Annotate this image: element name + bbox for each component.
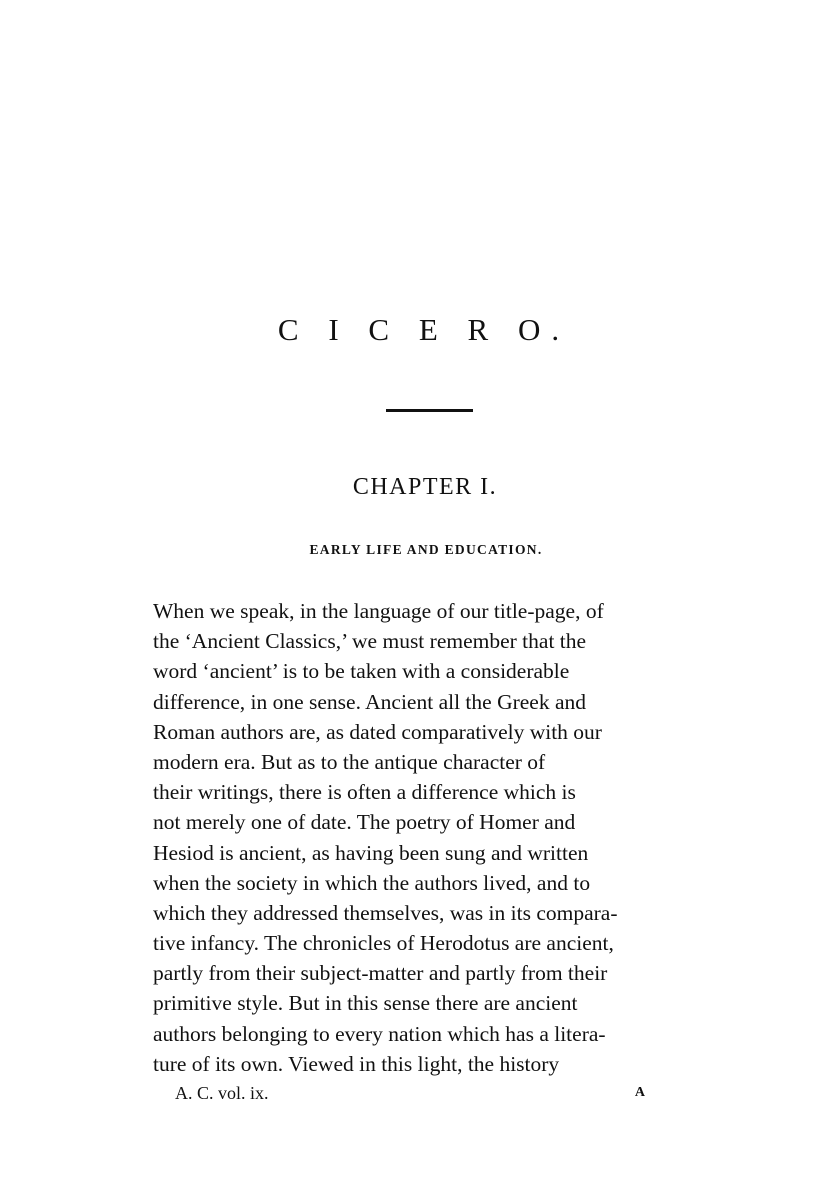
volume-signature: A. C. vol. ix.	[175, 1083, 269, 1103]
body-line: tive infancy. The chronicles of Herodotus are ancient,	[153, 931, 614, 956]
body-line: which they addressed themselves, was in its compara-	[153, 900, 618, 925]
body-line: modern era. But as to the antique character of	[153, 749, 546, 774]
title-divider-rule	[386, 409, 473, 412]
signature-mark: A	[634, 1085, 645, 1100]
body-line: when the society in which the authors lived, and to	[153, 870, 591, 895]
chapter-subtitle: EARLY LIFE AND EDUCATION.	[309, 542, 543, 557]
body-line: difference, in one sense. Ancient all the Greek and	[153, 689, 587, 714]
body-line: Hesiod is ancient, as having been sung and written	[153, 840, 589, 865]
chapter-heading: CHAPTER I.	[352, 474, 498, 500]
body-line: their writings, there is often a difference which is	[153, 780, 576, 805]
body-line: partly from their subject-matter and partly from their	[153, 961, 608, 986]
book-title: C I C E R O.	[277, 312, 571, 347]
body-line: word ‘ancient’ is to be taken with a considerable	[153, 659, 570, 684]
body-line: When we speak, in the language of our title-page, of	[153, 599, 604, 623]
body-text	[153, 596, 715, 1079]
body-line: primitive style. But in this sense there are ancient	[153, 991, 578, 1016]
body-line: not merely one of date. The poetry of Homer and	[153, 810, 576, 835]
body-line: ture of its own. Viewed in this light, the history	[153, 1051, 560, 1076]
body-line: the ‘Ancient Classics,’ we must remember that the	[153, 629, 587, 654]
body-line: Roman authors are, as dated comparatively with our	[153, 719, 602, 744]
body-line: authors belonging to every nation which has a litera-	[153, 1021, 606, 1046]
page-footer	[175, 1083, 645, 1107]
